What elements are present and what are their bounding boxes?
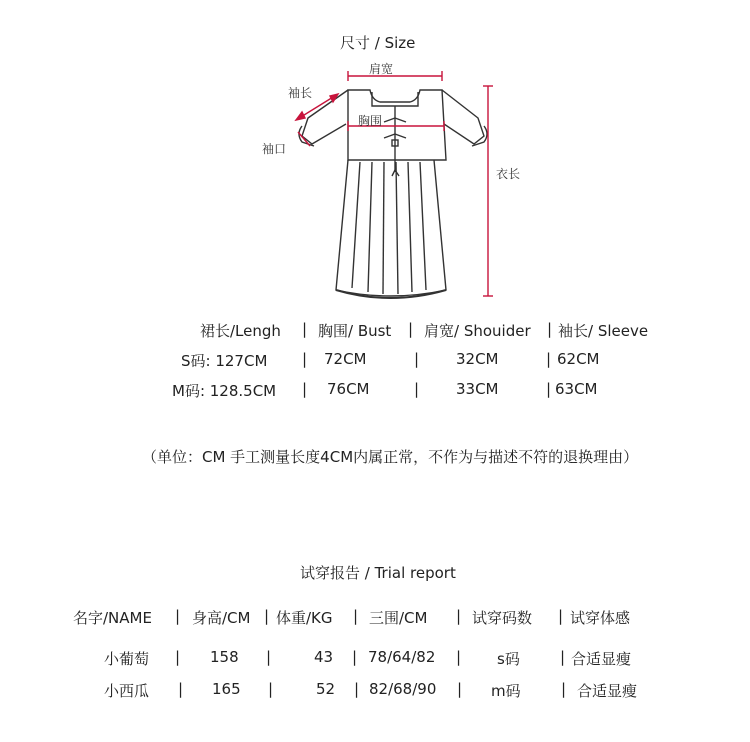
trial-sep: | bbox=[558, 607, 564, 625]
trial-header-height: 身高/CM bbox=[192, 609, 251, 627]
trial-sep: | bbox=[268, 680, 274, 698]
dress-outline bbox=[299, 90, 487, 298]
size-sep: | bbox=[546, 380, 552, 398]
measurement-note: （单位：CM 手工测量长度4CM内属正常，不作为与描述不符的退换理由） bbox=[142, 448, 639, 466]
size-m-sleeve: 63CM bbox=[555, 380, 598, 398]
measurement-lines bbox=[296, 71, 493, 296]
bust-label: 胸围 bbox=[358, 114, 383, 128]
size-sep: | bbox=[302, 380, 308, 398]
header-bust: 胸围/ Bust bbox=[318, 322, 392, 340]
cuff-label: 袖口 bbox=[262, 142, 287, 156]
trial-header-measurements: 三围/CM bbox=[369, 609, 428, 627]
trial-sep: | bbox=[264, 607, 270, 625]
trial-sep: | bbox=[456, 648, 462, 666]
trial-sep: | bbox=[354, 680, 360, 698]
size-s-length: S码: 127CM bbox=[181, 352, 268, 370]
trial-fit: 合适显瘦 bbox=[571, 650, 632, 668]
trial-sep: | bbox=[352, 648, 358, 666]
header-sep: | bbox=[547, 320, 553, 338]
trial-header-size: 试穿码数 bbox=[472, 609, 533, 627]
trial-height: 165 bbox=[212, 680, 241, 698]
size-sep: | bbox=[414, 380, 420, 398]
sleeve-label: 袖长 bbox=[288, 86, 313, 100]
size-m-length: M码: 128.5CM bbox=[172, 382, 277, 400]
trial-height: 158 bbox=[210, 648, 239, 666]
size-sep: | bbox=[302, 350, 308, 368]
size-s-sleeve: 62CM bbox=[557, 350, 600, 368]
trial-header-weight: 体重/KG bbox=[276, 609, 333, 627]
trial-sep: | bbox=[457, 680, 463, 698]
trial-sep: | bbox=[561, 680, 567, 698]
trial-measurements: 82/68/90 bbox=[369, 680, 437, 698]
trial-sep: | bbox=[178, 680, 184, 698]
header-sep: | bbox=[302, 320, 308, 338]
trial-header-fit: 试穿体感 bbox=[570, 609, 631, 627]
trial-title: 试穿报告 / Trial report bbox=[300, 564, 456, 582]
header-sleeve: 袖长/ Sleeve bbox=[558, 322, 649, 340]
trial-fit: 合适显瘦 bbox=[577, 682, 638, 700]
length-label: 衣长 bbox=[496, 167, 521, 181]
trial-sep: | bbox=[175, 648, 181, 666]
trial-weight: 43 bbox=[314, 648, 334, 666]
trial-header-name: 名字/NAME bbox=[73, 609, 152, 627]
size-sep: | bbox=[414, 350, 420, 368]
header-length: 裙长/Lengh bbox=[200, 322, 281, 340]
size-sep: | bbox=[546, 350, 552, 368]
trial-size: m码 bbox=[491, 682, 521, 700]
trial-sep: | bbox=[175, 607, 181, 625]
trial-name: 小西瓜 bbox=[104, 682, 150, 700]
size-s-shoulder: 32CM bbox=[456, 350, 499, 368]
trial-size: s码 bbox=[497, 650, 520, 668]
shoulder-label: 肩宽 bbox=[369, 62, 394, 76]
trial-weight: 52 bbox=[316, 680, 336, 698]
header-shoulder: 肩宽/ Shouider bbox=[424, 322, 531, 340]
trial-measurements: 78/64/82 bbox=[368, 648, 436, 666]
trial-sep: | bbox=[456, 607, 462, 625]
header-sep: | bbox=[408, 320, 414, 338]
size-s-bust: 72CM bbox=[324, 350, 367, 368]
trial-name: 小葡萄 bbox=[104, 650, 150, 668]
trial-sep: | bbox=[560, 648, 566, 666]
trial-sep: | bbox=[353, 607, 359, 625]
size-m-shoulder: 33CM bbox=[456, 380, 499, 398]
trial-sep: | bbox=[266, 648, 272, 666]
size-m-bust: 76CM bbox=[327, 380, 370, 398]
size-title: 尺寸 / Size bbox=[340, 34, 416, 52]
